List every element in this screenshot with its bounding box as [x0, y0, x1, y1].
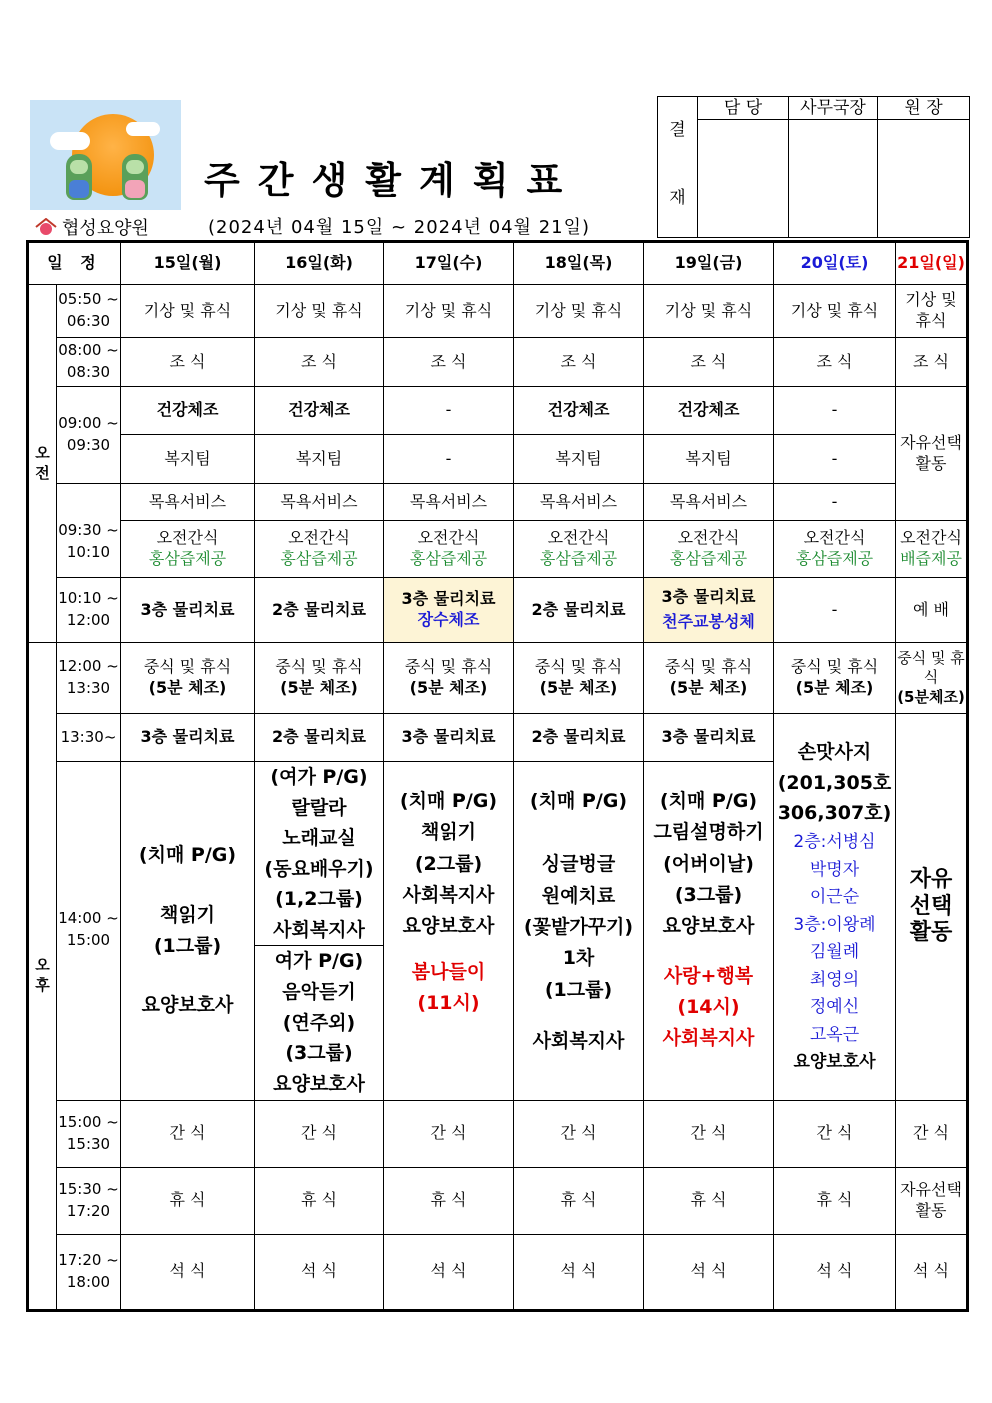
cloud-icon	[126, 122, 160, 136]
cell-am-snack-sunday: 오전간식 배즙제공	[896, 521, 968, 578]
cell-exercise: 건강체조	[255, 387, 384, 435]
day-header: 16일(화)	[255, 242, 384, 285]
cell-rest: 휴 식	[644, 1167, 774, 1234]
time-slot: 15:00 ~ 15:30	[57, 1100, 121, 1167]
cell-lunch: 중식 및 휴식 (5분 체조)	[644, 643, 774, 714]
cloud-icon	[50, 132, 90, 150]
column-header-schedule: 일 정	[28, 242, 121, 285]
cell-worship: 예 배	[896, 578, 968, 643]
approval-signature-box[interactable]	[789, 120, 878, 238]
cell-hand-massage: 손맛사지 (201,305호 306,307호) 2층:서병심 박명자 이근순 3층:이왕례 김월례 최영의 정예신 고옥근 요양보호사	[774, 714, 896, 1101]
cell-bath: 목욕서비스	[514, 484, 644, 521]
cell-dinner: 석 식	[384, 1234, 514, 1310]
dragon-mascot-icon	[122, 154, 148, 200]
org-name: 협성요양원	[62, 218, 149, 239]
cell-program-fri: (치매 P/G) 그림설명하기 (어버이날) (3그룹) 요양보호사 사랑+행복 (14시) 사회복지사	[644, 762, 774, 1101]
cell-empty: -	[384, 387, 514, 435]
approval-label: 결 재	[658, 97, 698, 238]
cell-dinner: 석 식	[255, 1234, 384, 1310]
time-slot: 15:30 ~ 17:20	[57, 1167, 121, 1234]
time-slot: 10:10 ~ 12:00	[57, 578, 121, 643]
cell-exercise: 건강체조	[514, 387, 644, 435]
cell-wake: 기상 및 휴식	[384, 285, 514, 338]
cell-lunch: 중식 및 휴식 (5분 체조)	[121, 643, 255, 714]
section-pm: 오후	[28, 643, 57, 1311]
approval-role: 사무국장	[789, 97, 878, 120]
cell-bath: 목욕서비스	[255, 484, 384, 521]
cell-program-mon: (치매 P/G) 책읽기 (1그룹) 요양보호사	[121, 762, 255, 1101]
approval-signature-box[interactable]	[878, 120, 970, 238]
cell-program-thu: (치매 P/G) 싱글벙글 원예치료 (꽃밭가꾸기) 1차 (1그룹) 사회복지사	[514, 762, 644, 1101]
day-header: 19일(금)	[644, 242, 774, 285]
cell-snack: 간 식	[774, 1100, 896, 1167]
cell-lunch: 중식 및 휴식 (5분 체조)	[774, 643, 896, 714]
cell-breakfast: 조 식	[121, 338, 255, 387]
cell-empty: -	[384, 435, 514, 484]
cell-snack: 간 식	[121, 1100, 255, 1167]
cell-am-snack: 오전간식 홍삼즙제공	[774, 521, 896, 578]
cell-dinner: 석 식	[644, 1234, 774, 1310]
cell-snack: 간 식	[255, 1100, 384, 1167]
cell-free-activity: 자유선택 활동	[896, 1167, 968, 1234]
cell-snack: 간 식	[644, 1100, 774, 1167]
time-slot: 14:00 ~ 15:00	[57, 762, 121, 1101]
section-am: 오전	[28, 285, 57, 643]
time-slot: 05:50 ~ 06:30	[57, 285, 121, 338]
day-header: 18일(목)	[514, 242, 644, 285]
cell-dinner: 석 식	[774, 1234, 896, 1310]
cell-pt: 2층 물리치료	[255, 714, 384, 762]
cell-pt: 2층 물리치료	[255, 578, 384, 643]
cell-pt: 3층 물리치료	[644, 714, 774, 762]
time-slot: 09:00 ~ 09:30	[57, 387, 121, 484]
day-header-saturday: 20일(토)	[774, 242, 896, 285]
cell-bath: 목욕서비스	[121, 484, 255, 521]
cell-rest: 휴 식	[384, 1167, 514, 1234]
cell-snack: 간 식	[514, 1100, 644, 1167]
approval-role: 담 당	[698, 97, 789, 120]
cell-lunch: 중식 및 휴식 (5분 체조)	[384, 643, 514, 714]
cell-am-snack: 오전간식 홍삼즙제공	[644, 521, 774, 578]
cell-empty: -	[774, 435, 896, 484]
cell-am-snack: 오전간식 홍삼즙제공	[121, 521, 255, 578]
cell-free-activity-big: 자유 선택 활동	[896, 714, 968, 1101]
cell-free-activity: 자유선택 활동	[896, 387, 968, 521]
heart-house-icon	[34, 218, 58, 236]
time-slot: 12:00 ~ 13:30	[57, 643, 121, 714]
approval-table	[657, 96, 970, 238]
cell-wake: 기상 및 휴식	[121, 285, 255, 338]
time-slot: 08:00 ~ 08:30	[57, 338, 121, 387]
cell-lunch: 중식 및 휴식 (5분 체조)	[514, 643, 644, 714]
cell-pt: 3층 물리치료	[121, 578, 255, 643]
cell-pt: 3층 물리치료	[384, 714, 514, 762]
cell-breakfast: 조 식	[514, 338, 644, 387]
cell-welfare-team: 복지팀	[514, 435, 644, 484]
cell-welfare-team: 복지팀	[644, 435, 774, 484]
cell-pt: 3층 물리치료	[121, 714, 255, 762]
cell-program-wed: (치매 P/G) 책읽기 (2그룹) 사회복지사 요양보호사 봄나들이 (11시)	[384, 762, 514, 1101]
cell-dinner: 석 식	[121, 1234, 255, 1310]
cell-rest: 휴 식	[121, 1167, 255, 1234]
approval-signature-box[interactable]	[698, 120, 789, 238]
cell-breakfast: 조 식	[255, 338, 384, 387]
cell-bath: 목욕서비스	[644, 484, 774, 521]
cell-am-snack: 오전간식 홍삼즙제공	[514, 521, 644, 578]
period: (2024년 04월 15일 ~ 2024년 04월 21일)	[208, 217, 591, 238]
cell-wake: 기상 및 휴식	[774, 285, 896, 338]
cell-exercise: 건강체조	[121, 387, 255, 435]
cell-lunch: 중식 및 휴식 (5분체조)	[896, 643, 968, 714]
cell-breakfast: 조 식	[384, 338, 514, 387]
cell-lunch: 중식 및 휴식 (5분 체조)	[255, 643, 384, 714]
cell-rest: 휴 식	[514, 1167, 644, 1234]
day-header: 17일(수)	[384, 242, 514, 285]
approval-role: 원 장	[878, 97, 970, 120]
page-title: 주간생활계획표	[204, 159, 581, 202]
cell-empty: -	[774, 484, 896, 521]
cell-welfare-team: 복지팀	[121, 435, 255, 484]
header-row	[28, 242, 968, 285]
org-name-line	[34, 214, 149, 240]
cell-welfare-team: 복지팀	[255, 435, 384, 484]
cell-snack: 간 식	[896, 1100, 968, 1167]
cell-empty: -	[774, 578, 896, 643]
time-slot: 13:30~	[57, 714, 121, 762]
cell-exercise: 건강체조	[644, 387, 774, 435]
cell-pt-highlight: 3층 물리치료 천주교봉성체	[644, 578, 774, 643]
cell-dinner: 석 식	[514, 1234, 644, 1310]
cell-breakfast: 조 식	[644, 338, 774, 387]
logo	[30, 100, 181, 210]
cell-am-snack: 오전간식 홍삼즙제공	[384, 521, 514, 578]
cell-wake: 기상 및 휴식	[896, 285, 968, 338]
day-header: 15일(월)	[121, 242, 255, 285]
day-header-sunday: 21일(일)	[896, 242, 968, 285]
cell-pt: 2층 물리치료	[514, 578, 644, 643]
cell-pt: 2층 물리치료	[514, 714, 644, 762]
cell-breakfast: 조 식	[896, 338, 968, 387]
cell-wake: 기상 및 휴식	[514, 285, 644, 338]
cell-rest: 휴 식	[774, 1167, 896, 1234]
dragon-mascot-icon	[66, 154, 92, 200]
cell-breakfast: 조 식	[774, 338, 896, 387]
cell-rest: 휴 식	[255, 1167, 384, 1234]
cell-pt-highlight: 3층 물리치료 장수체조	[384, 578, 514, 643]
cell-empty: -	[774, 387, 896, 435]
cell-am-snack: 오전간식 홍삼즙제공	[255, 521, 384, 578]
cell-program-tue: (여가 P/G) 랄랄라 노래교실 (동요배우기) (1,2그룹) 사회복지사 여가 P/G) 음악듣기 (연주외) (3그룹) 요양보호사	[255, 762, 384, 1101]
cell-wake: 기상 및 휴식	[644, 285, 774, 338]
cell-snack: 간 식	[384, 1100, 514, 1167]
cell-bath: 목욕서비스	[384, 484, 514, 521]
time-slot: 09:30 ~ 10:10	[57, 484, 121, 578]
cell-wake: 기상 및 휴식	[255, 285, 384, 338]
time-slot: 17:20 ~ 18:00	[57, 1234, 121, 1310]
weekly-schedule-table	[26, 240, 969, 1312]
cell-dinner: 석 식	[896, 1234, 968, 1310]
